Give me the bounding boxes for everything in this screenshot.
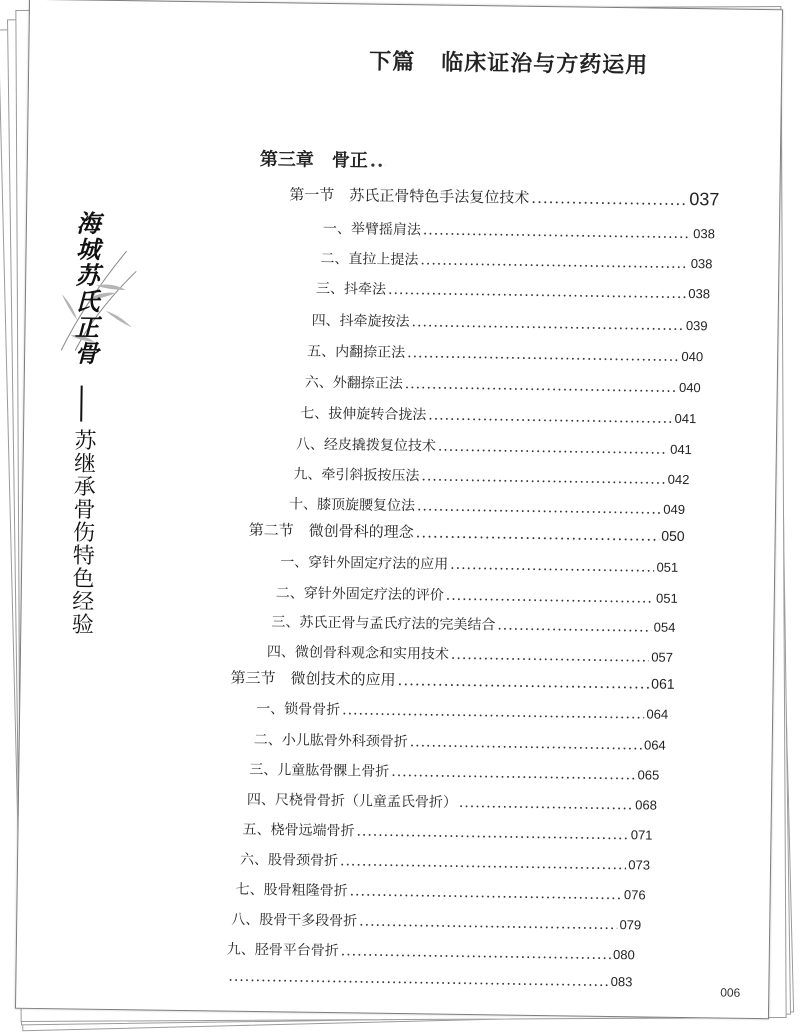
toc-page-number: 071 (630, 827, 653, 843)
toc-leader-dots (416, 523, 660, 544)
toc-page-number: 049 (663, 501, 686, 517)
toc-chapter (260, 145, 388, 173)
toc-label: 一、举臂摇肩法 (322, 220, 422, 239)
toc-label: 八、经皮撬拨复位技术 (295, 436, 436, 455)
toc-item (267, 641, 673, 667)
toc-item (323, 218, 715, 243)
toc-item (254, 729, 666, 755)
series-subtitle: 苏继承骨伤特色经验 (68, 428, 97, 636)
toc-item (231, 909, 641, 935)
toc-item (256, 698, 668, 724)
toc-label: 五、桡骨远端骨折 (242, 821, 355, 840)
toc-item (276, 582, 678, 608)
toc-label: 第三章 骨正 (259, 149, 369, 172)
toc-leader-dots (341, 943, 611, 963)
toc-page-number: 064 (643, 737, 666, 753)
toc-label: 二、穿针外固定疗法的评价 (275, 585, 444, 604)
corner-mark: 006 (720, 985, 741, 1000)
toc-leader-dots (340, 853, 626, 873)
toc-label: 一、穿针外固定疗法的应用 (280, 554, 449, 573)
toc-label: 九、牵引斜扳按压法 (293, 466, 420, 485)
toc-leader-dots (228, 969, 608, 990)
toc-label: 二、直拉上提法 (320, 250, 419, 269)
toc-label: 四、尺桡骨骨折（儿童孟氏骨折） (246, 791, 458, 811)
toc-page-number: 041 (670, 441, 692, 458)
toc-leader-dots (370, 151, 386, 172)
toc-leader-dots (417, 498, 661, 517)
toc-item (311, 310, 707, 336)
toc-leader-dots (411, 314, 683, 334)
part-prefix: 下篇 (369, 48, 416, 76)
toc-leader-dots (410, 734, 642, 753)
toc-page-number: 040 (681, 348, 704, 365)
toc-label: 七、拔伸旋转合拢法 (300, 405, 427, 424)
toc-page-number: 040 (678, 379, 701, 396)
toc-leader-dots (391, 764, 635, 783)
toc-item (240, 849, 650, 875)
toc-label: 七、股骨粗隆骨折 (235, 881, 348, 900)
toc-label: 第三节 微创技术的应用 (230, 668, 396, 689)
part-name: 临床证治与方药运用 (441, 49, 649, 79)
series-title: 海城苏氏正骨 (69, 210, 102, 367)
toc-item (227, 939, 635, 965)
toc-label: 三、儿童肱骨髁上骨折 (249, 761, 390, 780)
toc-label: 三、苏氏正骨与孟氏疗法的完美结合 (271, 614, 496, 634)
toc-page-number: 042 (667, 471, 690, 488)
toc-label: 六、股骨颈骨折 (239, 851, 339, 870)
toc-label: 第二节 微创骨科的理念 (248, 520, 414, 542)
toc-page-number: 038 (693, 226, 715, 242)
toc-item (242, 819, 652, 845)
toc-section (230, 667, 674, 694)
toc-page-number: 065 (637, 767, 660, 783)
toc-leader-dots (451, 647, 650, 666)
toc-page-number: 068 (635, 797, 657, 813)
toc-item (271, 611, 675, 637)
toc-page-number: 051 (655, 590, 678, 606)
toc-leader-dots (423, 222, 691, 242)
toc-page-number: 051 (656, 559, 679, 575)
toc-leader-dots (459, 795, 634, 813)
toc-page-number: 038 (690, 256, 713, 272)
toc-item (316, 278, 710, 303)
toc-page-number: 057 (651, 649, 674, 665)
toc-item (289, 493, 685, 519)
toc-page (15, 0, 783, 1019)
toc-item (293, 464, 689, 490)
toc-leader-dots (421, 468, 665, 487)
table-of-contents (16, 0, 782, 1018)
toc-leader-dots (438, 439, 668, 458)
toc-leader-dots (398, 671, 650, 693)
toc-page-number: 037 (689, 189, 720, 210)
toc-label: 一、锁骨骨折 (256, 701, 341, 719)
toc-section (289, 183, 719, 210)
toc-item (320, 248, 712, 273)
toc-page-number: 061 (651, 675, 675, 692)
toc-page-number: 083 (610, 974, 633, 990)
toc-leader-dots (407, 345, 679, 365)
toc-leader-dots (531, 189, 687, 209)
toc-leader-dots (420, 252, 688, 272)
toc-label: 九、胫骨平台骨折 (226, 941, 339, 960)
toc-page-number: 073 (628, 857, 651, 873)
toc-item (305, 372, 701, 398)
toc-leader-dots (405, 376, 677, 396)
toc-label: 三、抖牵法 (315, 280, 387, 298)
toc-label: 四、抖牵旋按法 (311, 312, 410, 331)
toc-section (249, 519, 685, 546)
toc-page-number: 050 (661, 527, 685, 544)
toc-leader-dots (359, 913, 617, 933)
toc-item (300, 403, 696, 429)
toc-label: 四、微创骨科观念和实用技术 (266, 644, 450, 663)
toc-item (236, 879, 646, 905)
toc-page-number: 076 (623, 887, 646, 903)
toc-page-number: 038 (688, 286, 711, 302)
toc-leader-dots (388, 282, 686, 302)
toc-leader-dots (356, 823, 628, 843)
toc-page-number: 039 (685, 317, 708, 334)
toc-leader-dots (350, 883, 622, 903)
toc-label: 第一节 苏氏正骨特色手法复位技术 (289, 185, 530, 207)
toc-item (247, 789, 657, 815)
toc-page-number: 079 (619, 917, 642, 933)
toc-page-number: 064 (646, 706, 669, 722)
toc-label: 五、内翻捺正法 (307, 343, 406, 362)
toc-leader-dots (446, 588, 655, 607)
toc-label: 十、膝顶旋腰复位法 (288, 496, 416, 515)
toc-item (249, 759, 659, 785)
toc-leader-dots (428, 407, 672, 426)
toc-leader-dots (450, 557, 655, 576)
toc-label: 八、股骨干多段骨折 (231, 911, 358, 930)
toc-label: 六、外翻捺正法 (304, 374, 403, 393)
toc-item (226, 969, 632, 991)
toc-label: 二、小儿肱骨外科颈骨折 (253, 731, 408, 751)
toc-item (296, 434, 692, 460)
toc-page-number: 080 (612, 947, 635, 963)
toc-leader-dots (497, 617, 652, 635)
toc-item (307, 341, 703, 367)
toc-page-number: 041 (674, 410, 697, 427)
toc-item (280, 551, 678, 577)
toc-leader-dots (342, 702, 644, 722)
toc-page-number: 054 (653, 619, 676, 635)
